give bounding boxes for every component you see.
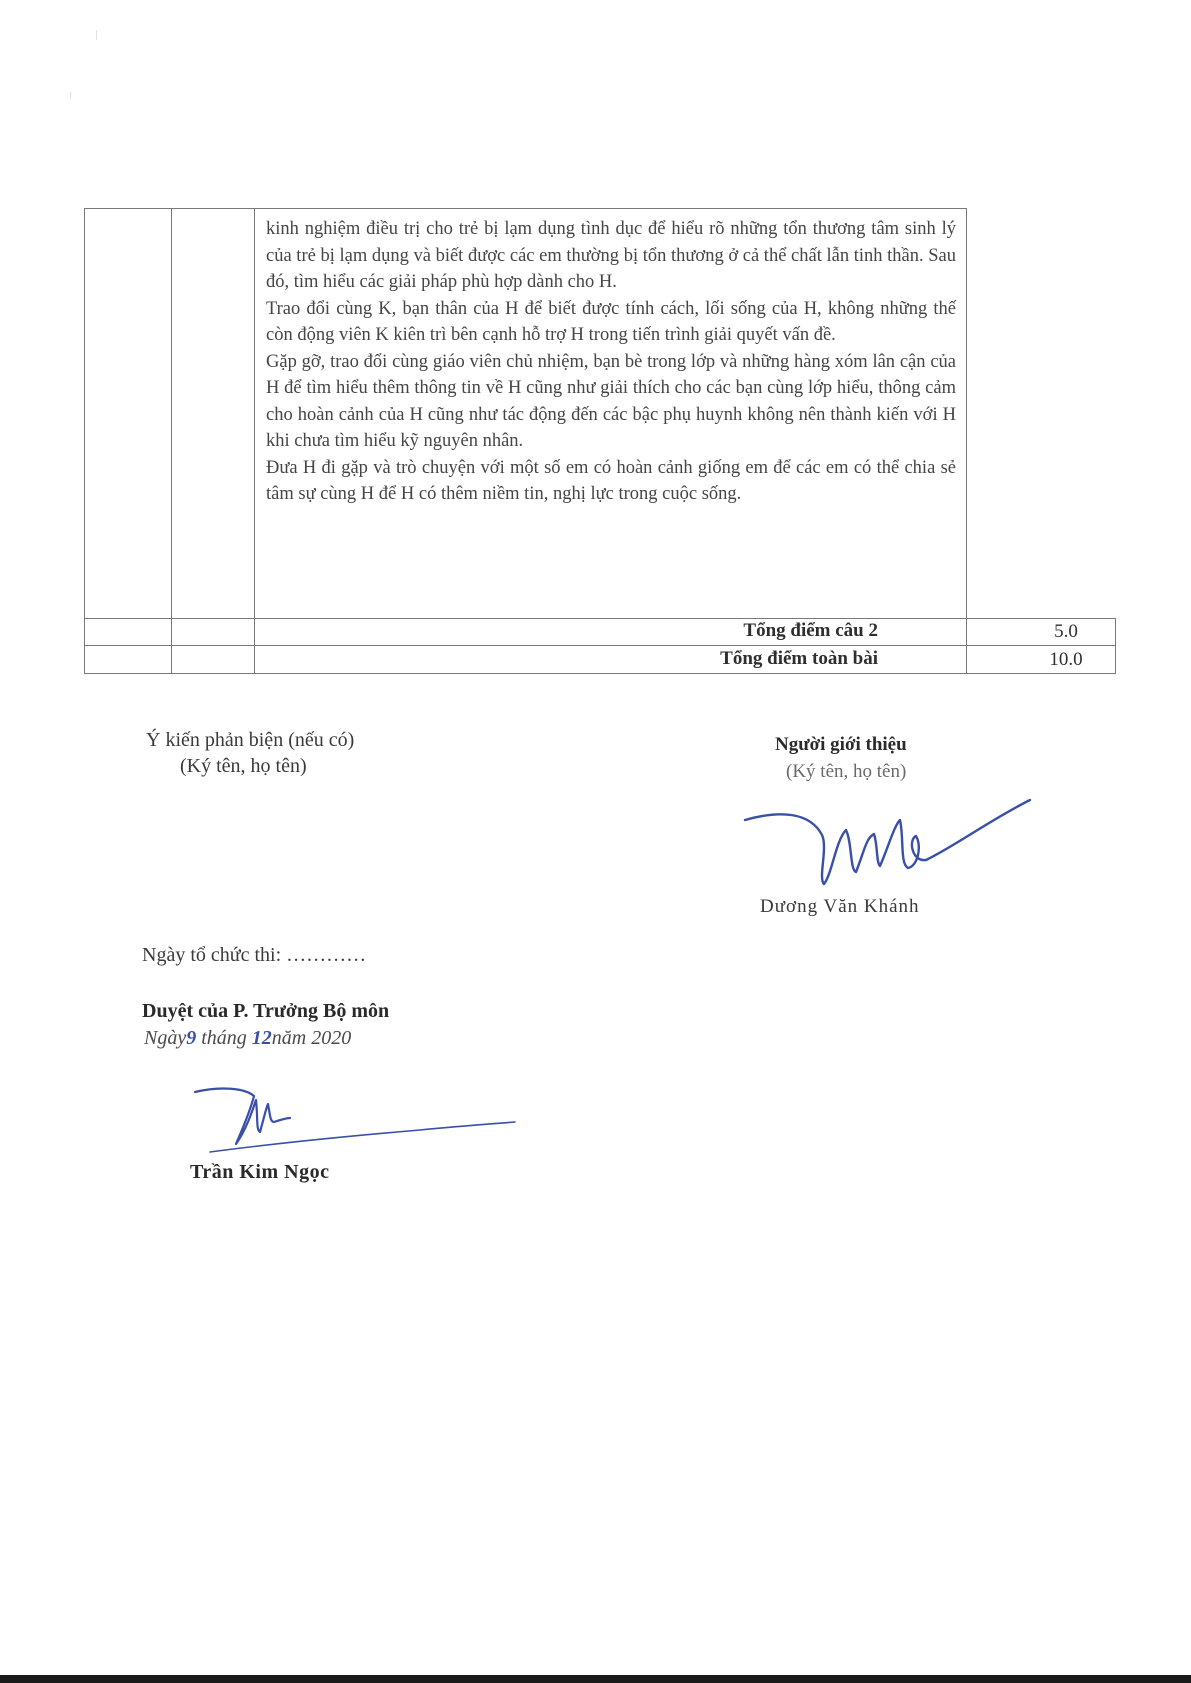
table-column-divider [171, 208, 172, 674]
approval-date-prefix: Ngày [144, 1027, 187, 1049]
grading-table [84, 208, 1116, 674]
scan-mark [96, 30, 97, 40]
approval-date-month-prefix: tháng [201, 1027, 247, 1049]
review-title: Ý kiến phản biện (nếu có) [146, 729, 355, 751]
answer-paragraph: Gặp gỡ, trao đổi cùng giáo viên chủ nhiệm, bạn bè trong lớp và những hàng xóm lân cận của H để tìm hiểu thêm thông tin về H cũng như giải thích cho các bạn cùng lớp hiểu, thông cảm cho hoàn cảnh của H cũng như tác động đến các bậc phụ huynh không nên thành kiến với H khi chưa tìm hiểu kỹ nguyên nhân. [266, 351, 956, 451]
review-subtitle: (Ký tên, họ tên) [180, 755, 307, 777]
total-all-label: Tổng điểm toàn bài [720, 648, 878, 669]
answer-paragraph: kinh nghiệm điều trị cho trẻ bị lạm dụng tình dục để hiểu rõ những tổn thương tâm sinh lý của trẻ bị lạm dụng và biết được các em thường bị tổn thương ở cả thể chất lẫn tinh thần. Sau đó, tìm hiểu các giải pháp phù hợp dành cho H. [266, 219, 956, 292]
table-column-divider [966, 208, 967, 674]
table-bottom-rule [84, 673, 1116, 674]
table-row-rule [84, 618, 1116, 619]
table-column-divider [254, 208, 255, 674]
table-border-left [84, 208, 85, 674]
answer-paragraph: Trao đổi cùng K, bạn thân của H để biết được tính cách, lối sống của H, không những thế còn động viên K kiên trì bên cạnh hỗ trợ H trong tiến trình giải quyết vấn đề. [266, 298, 956, 345]
introducer-signature [740, 780, 1040, 900]
approval-date-month: 12 [251, 1027, 272, 1049]
table-top-rule [84, 208, 966, 209]
table-row-rule [84, 645, 1116, 646]
answer-paragraph: Đưa H đi gặp và trò chuyện với một số em có hoàn cảnh giống em để các em có thể chia sẻ tâm sự cùng H để H có thêm niềm tin, nghị lực trong cuộc sống. [266, 457, 956, 504]
introducer-name: Dương Văn Khánh [760, 896, 920, 917]
scan-mark [70, 92, 71, 98]
total-all-value: 10.0 [1049, 649, 1083, 670]
approval-date-year: năm 2020 [271, 1027, 352, 1049]
approval-signature [190, 1078, 520, 1158]
introducer-subtitle: (Ký tên, họ tên) [786, 761, 907, 782]
total-question-2-value: 5.0 [1054, 621, 1078, 642]
exam-date-label: Ngày tổ chức thi: ………… [142, 944, 367, 966]
introducer-title: Người giới thiệu [775, 734, 907, 755]
total-question-2-label: Tổng điểm câu 2 [743, 620, 878, 641]
approval-date-day: 9 [186, 1027, 197, 1049]
approval-name: Trần Kim Ngọc [190, 1161, 330, 1183]
approval-date [144, 1027, 351, 1050]
scan-bottom-edge [0, 1675, 1191, 1683]
approval-title: Duyệt của P. Trưởng Bộ môn [142, 1000, 390, 1022]
answer-content-cell [266, 216, 956, 508]
